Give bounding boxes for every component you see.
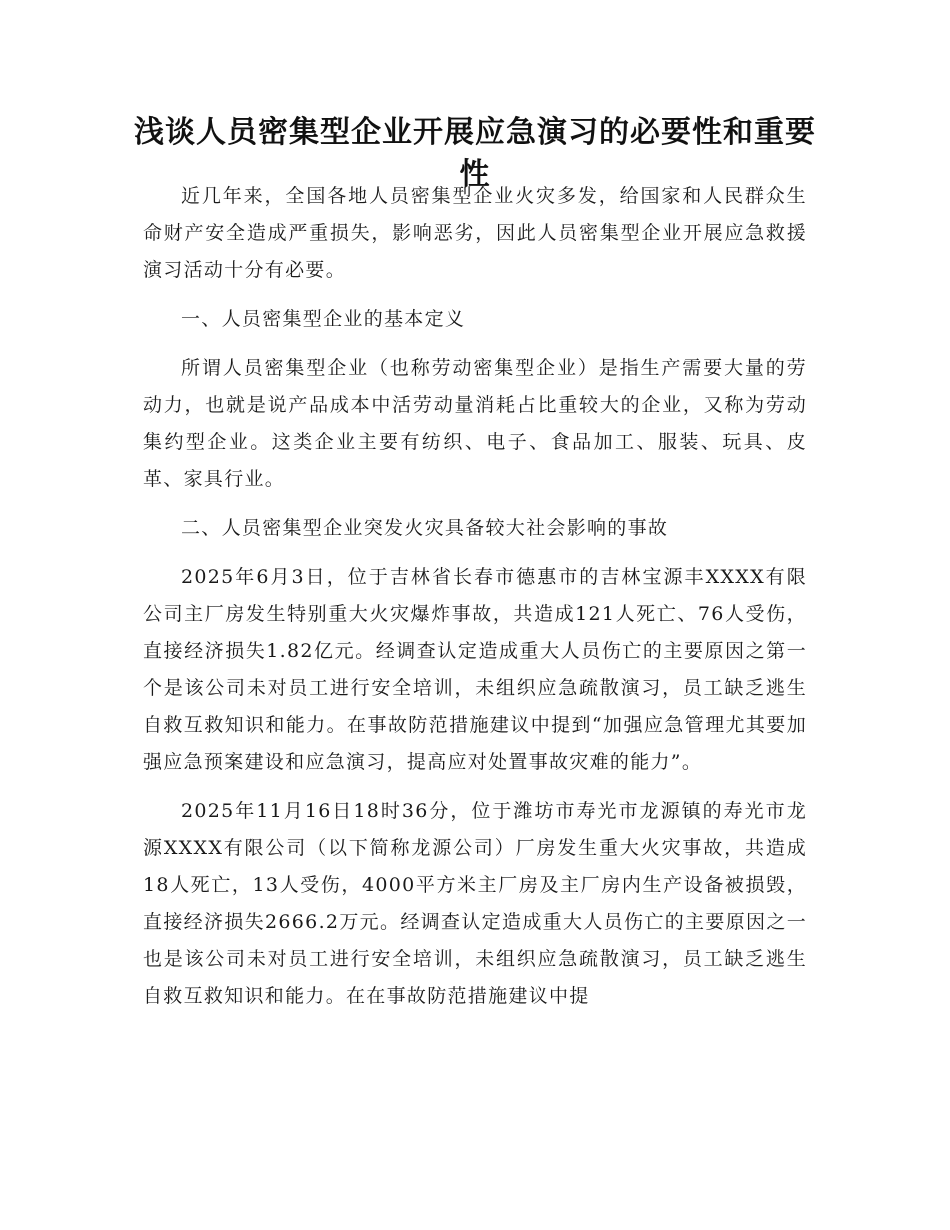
document-title: 浅谈人员密集型企业开展应急演习的必要性和重要性 — [134, 115, 816, 192]
document-body — [143, 178, 807, 1027]
accident-paragraph-jilin: 2025年6月3日，位于吉林省长春市德惠市的吉林宝源丰XXXX有限公司主厂房发生特别重大火灾爆炸事故，共造成121人死亡、76人受伤，直接经济损失1.82亿元。经调查认定造成重大人员伤亡的主要原因之第一个是该公司未对员工进行安全培训，未组织应急疏散演习，员工缺乏逃生自救互救知识和能力。在事故防范措施建议中提到“加强应急管理尤其要加强应急预案建设和应急演习，提高应对处置事故灾难的能力”。 — [143, 566, 807, 773]
accident-paragraph-shouguang: 2025年11月16日18时36分，位于潍坊市寿光市龙源镇的寿光市龙源XXXX有限公司（以下简称龙源公司）厂房发生重大火灾事故，共造成18人死亡，13人受伤，4000平方米主厂房及主厂房内生产设备被损毁，直接经济损失2666.2万元。经调查认定造成重大人员伤亡的主要原因之一也是该公司未对员工进行安全培训，未组织应急疏散演习，员工缺乏逃生自救互救知识和能力。在在事故防范措施建议中提 — [143, 800, 807, 1007]
intro-paragraph: 近几年来，全国各地人员密集型企业火灾多发，给国家和人民群众生命财产安全造成严重损失，影响恶劣，因此人员密集型企业开展应急救援演习活动十分有必要。 — [143, 185, 807, 281]
definition-paragraph: 所谓人员密集型企业（也称劳动密集型企业）是指生产需要大量的劳动力，也就是说产品成本中活劳动量消耗占比重较大的企业，又称为劳动集约型企业。这类企业主要有纺织、电子、食品加工、服装、玩具、皮革、家具行业。 — [143, 357, 807, 490]
section-heading-definition: 一、人员密集型企业的基本定义 — [181, 308, 466, 330]
section-heading-accidents: 二、人员密集型企业突发火灾具备较大社会影响的事故 — [181, 517, 669, 539]
